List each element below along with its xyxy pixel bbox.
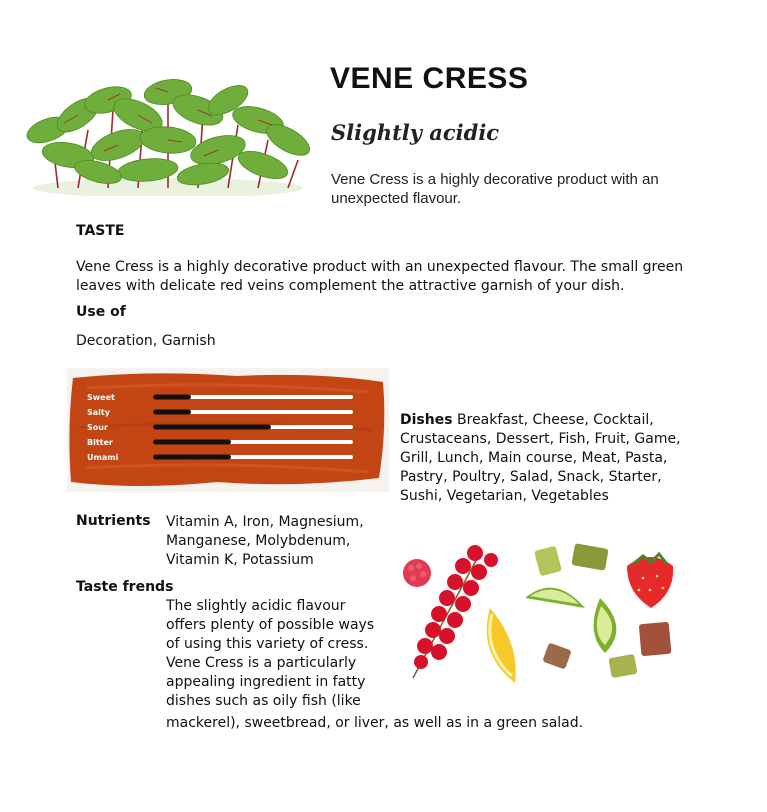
taste-description: Vene Cress is a highly decorative product with an unexpected flavour. The small green leaves with delicate red veins complement the attractive garnish of your dish. [76, 259, 684, 294]
taste-friends-text: The slightly acidic flavour offers plenty of possible ways of using this variety of cress. Vene Cress is a particularly appealing ingredient in fatty dishes such as oily fish (like [166, 598, 375, 709]
product-title: VENE CRESS [330, 62, 529, 95]
dishes-block [400, 411, 700, 506]
taste-profile-label-umami: Umami [87, 453, 119, 462]
use-of-heading: Use of [76, 304, 126, 320]
lime-icon [525, 588, 616, 653]
taste-profile-label-salty: Salty [87, 408, 110, 417]
taste-profile-panel [67, 368, 389, 492]
taste-profile-bar-sour [153, 425, 271, 430]
product-intro: Vene Cress is a highly decorative product with an unexpected flavour. [331, 171, 659, 207]
taste-profile-label-sour: Sour [87, 423, 108, 432]
cress-photo [18, 70, 318, 196]
taste-friends-text-end: mackerel), sweetbread, or liver, as well as in a green salad. [166, 715, 584, 731]
taste-profile-bar-umami [153, 455, 231, 460]
taste-profile-bar-bitter [153, 440, 231, 445]
raspberry-icon [403, 559, 431, 587]
use-of-text: Decoration, Garnish [76, 333, 216, 349]
taste-friends-heading: Taste frends [76, 579, 174, 595]
taste-friends-photo [395, 538, 680, 693]
strawberry-icon [627, 554, 673, 608]
taste-profile-label-sweet: Sweet [87, 393, 115, 402]
nutrients-heading: Nutrients [76, 513, 151, 529]
dishes-heading: Dishes [400, 412, 453, 428]
lemon-wedge-icon [487, 608, 516, 683]
taste-profile-label-bitter: Bitter [87, 438, 113, 447]
nutrients-text: Vitamin A, Iron, Magnesium, Manganese, Molybdenum, Vitamin K, Potassium [166, 514, 364, 568]
taste-heading: TASTE [76, 223, 125, 239]
product-subtitle: Slightly acidic [331, 120, 500, 145]
dishes-text: Breakfast, Cheese, Cocktail, Crustaceans, Dessert, Fish, Fruit, Game, Grill, Lunch, Main course, Meat, Pasta, Pastry, Poultry, Salad, Snack, Starter, Sushi, Vegetarian, Vegetables [400, 412, 681, 504]
taste-profile-bar-sweet [153, 395, 191, 400]
taste-profile-bar-salty [153, 410, 191, 415]
